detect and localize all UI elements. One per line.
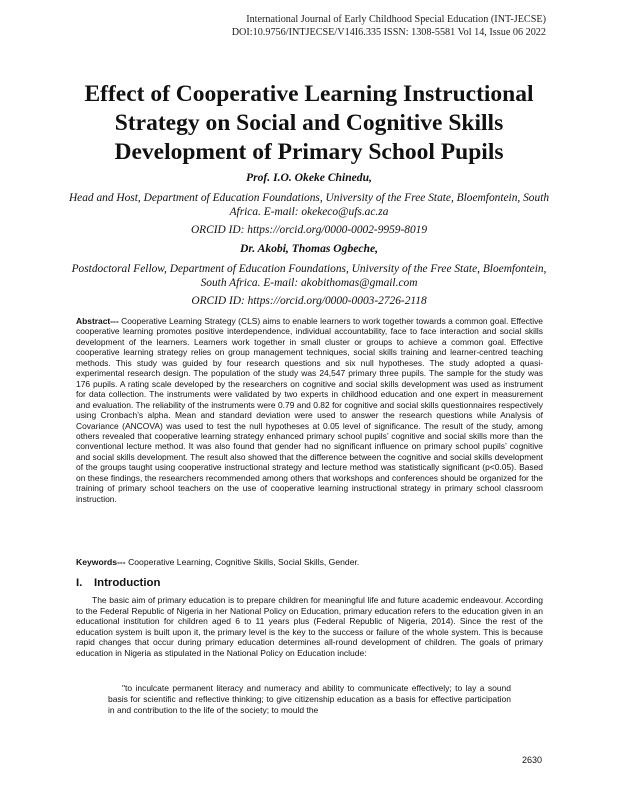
page-number: 2630 [521, 755, 542, 765]
intro-paragraph: The basic aim of primary education is to prepare children for meaningful life and future academic endeavour. According to the Federal Republic of Nigeria in her National Policy on Education, primary education refers to the education given in an educational institution for children aged 6 to 11 years plus (Federal Republic of Nigeria, 2014). Since the rest of the education system is built upon it, the primary level is the key to the success or failure of the whole system. This is because rapid changes that occur during primary education determines all-round development of children. The goals of primary education in Nigeria as stipulated in the National Policy on Education include: [76, 595, 543, 658]
paper-title: Effect of Cooperative Learning Instructional Strategy on Social and Cognitive Skills Development of Primary School Pupils [84, 81, 534, 165]
abstract-label: Abstract--- [76, 316, 119, 326]
abstract-text: Cooperative Learning Strategy (CLS) aims to enable learners to work together towards a common goal. Effective cooperative learning promotes positive interdependence, individual accountability, face to face interaction and social skills development of the learners. Learners work together in small cluster or groups to achieve a common goal. Effective cooperative learning strategy relies on group management techniques, social skills training and learner-centred teaching methods. This study was guided by four research questions and six null hypotheses. The study adopted a quasi-experimental research design. The population of the study was 24,547 primary three pupils. The sample for the study was 176 pupils. A rating scale developed by the researchers on cognitive and social skills development was used as instrument for data collection. The instruments were validated by two experts in childhood education and one expert in measurement and evaluation. The reliability of the instruments were 0.79 and 0.82 for cognitive and social skills questionnaires respectively using Cronbach’s alpha. Mean and standard deviation were used to answer the research questions while Analysis of Covariance (ANCOVA) was used to test the null hypotheses at 0.05 level of significance. The result of the study, among others revealed that cooperative learning strategy enhanced primary school pupils’ cognitive and social skills more than the conventional lecture method. It was also found that gender had no significant influence on primary school pupils’ cognitive and social skills development. The result also showed that the difference between the cognitive and social skills development of the groups taught using cooperative instructional strategy and lecture method was statistically significant (p<0.05). Based on these findings, the researchers recommended among others that workshops and conferences should be organized for the training of primary school teachers on the use of cooperative learning instructional strategy in primary school classroom instruction. [76, 316, 543, 504]
section-heading [76, 576, 160, 590]
abstract [76, 316, 543, 504]
section-number: I. [76, 577, 83, 589]
section-title: Introduction [94, 577, 161, 589]
doi-line: DOI:10.9756/INTJECSE/V14I6.335 ISSN: 1308-5581 Vol 14, Issue 06 2022 [231, 26, 546, 38]
author-affiliation: Head and Host, Department of Education Foundations, University of the Free State, Bloemfontein, South Africa. E-mail: okekeco@ufs.ac.za [68, 192, 550, 218]
intro-quote: "to inculcate permanent literacy and numeracy and ability to communicate effectively; to lay a sound basis for scientific and reflective thinking; to give citizenship education as a basis for effective participation in and contribution to the life of the society; to mould the [108, 683, 511, 716]
author-orcid: ORCID ID: https://orcid.org/0000-0003-2726-2118 [191, 295, 427, 307]
journal-name: International Journal of Early Childhood Special Education (INT-JECSE) [246, 14, 546, 25]
keywords [76, 557, 543, 568]
author-orcid: ORCID ID: https://orcid.org/0000-0002-9959-8019 [190, 224, 428, 236]
keywords-label: Keywords--- [76, 557, 126, 567]
author-name: Prof. I.O. Okeke Chinedu, [246, 171, 372, 184]
author-affiliation: Postdoctoral Fellow, Department of Education Foundations, University of the Free State, Bloemfontein, South Africa. E-mail: akobithomas@gmail.com [71, 263, 547, 289]
journal-header [232, 14, 546, 39]
keywords-text: Cooperative Learning, Cognitive Skills, Social Skills, Gender. [128, 557, 360, 567]
author-name: Dr. Akobi, Thomas Ogbeche, [239, 242, 379, 255]
